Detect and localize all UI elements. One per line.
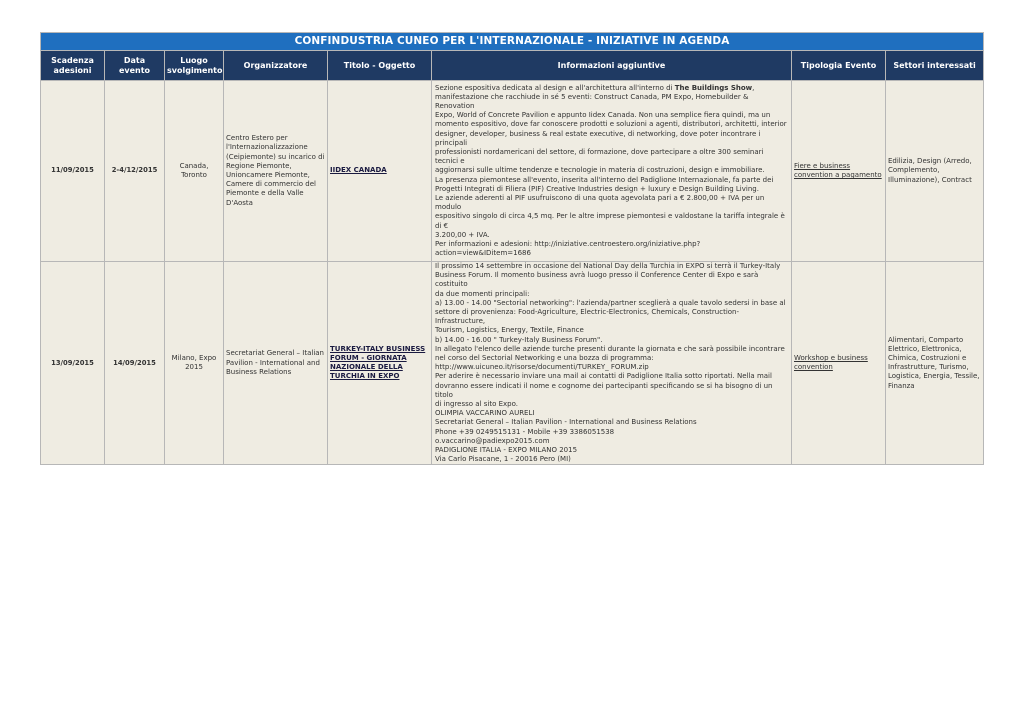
table-row: [41, 81, 984, 262]
info-line: 3.200,00 + IVA.: [435, 230, 490, 239]
info-line: Via Carlo Pisacane, 1 - 20016 Pero (MI): [435, 455, 571, 464]
info-line: Phone +39 0249515131 - Mobile +39 3386051538: [435, 427, 615, 436]
info-line: designer, developer, business & real estate executive, di networking, dove poter incontrare i principali: [435, 129, 761, 147]
informazioni-cell: [432, 262, 792, 465]
titolo-link[interactable]: IIDEX CANADA: [328, 81, 432, 262]
info-line: Secretariat General – Italian Pavilion - International and Business Relations: [435, 418, 697, 427]
titolo-link[interactable]: TURKEY-ITALY BUSINESS FORUM - GIORNATA NAZIONALE DELLA TURCHIA IN EXPO: [328, 262, 432, 465]
luogo-cell: Canada, Toronto: [165, 81, 224, 262]
info-line: manifestazione che racchiude in sé 5 eventi: Construct Canada, PM Expo, Homebuilder & Renovation: [435, 92, 749, 110]
column-header-tipologia: Tipologia Evento: [792, 51, 886, 81]
events-table: [40, 32, 984, 465]
info-line: dovranno essere indicati il nome e cognome dei partecipanti specificando se si ha bisogno di un titolo: [435, 381, 773, 399]
column-header-informazioni: Informazioni aggiuntive: [432, 51, 792, 81]
informazioni-cell: [432, 81, 792, 262]
info-line: nel corso del Sectorial Networking e una bozza di programma:: [435, 354, 654, 363]
info-text: Sezione espositiva dedicata al design e all'architettura all'interno di: [435, 83, 675, 92]
scadenza-cell: 11/09/2015: [41, 81, 105, 262]
luogo-cell: Milano, Expo 2015: [165, 262, 224, 465]
info-line[interactable]: o.vaccarino@padiexpo2015.com: [435, 436, 550, 445]
info-line: In allegato l'elenco delle aziende turche presenti durante la giornata e che sarà possibile incontrare: [435, 344, 785, 353]
info-line: PADIGLIONE ITALIA - EXPO MILANO 2015: [435, 446, 578, 455]
organizzatore-cell: Centro Estero per l'Internazionalizzazione (Ceipiemonte) su incarico di Regione Piemonte, Unioncamere Piemonte, Camere di commercio del Piemonte e della Valle D'Aosta: [224, 81, 328, 262]
settori-cell: Edilizia, Design (Arredo, Complemento, Illuminazione), Contract: [886, 81, 984, 262]
info-line: di ingresso al sito Expo.: [435, 400, 518, 409]
table-title: CONFINDUSTRIA CUNEO PER L'INTERNAZIONALE - INIZIATIVE IN AGENDA: [41, 33, 984, 51]
data-evento-cell: 14/09/2015: [105, 262, 165, 465]
info-line: b) 14.00 - 16.00 " Turkey-Italy Business Forum".: [435, 335, 603, 344]
column-header-luogo: Luogo svolgimento: [165, 51, 224, 81]
info-line: a) 13.00 - 14.00 "Sectorial networking": l'azienda/partner sceglierà a quale tavolo sedersi in base al: [435, 298, 786, 307]
info-line: Il prossimo 14 settembre in occasione del National Day della Turchia in EXPO si terrà il Turkey-Italy: [435, 262, 781, 270]
tipologia-cell[interactable]: [792, 262, 886, 465]
info-line: settore di provenienza: Food-Agriculture, Electric-Electronics, Chemicals, Construction-Infrastructure,: [435, 308, 740, 326]
info-line: da due momenti principali:: [435, 289, 530, 298]
settori-cell: Alimentari, Comparto Elettrico, Elettronica, Chimica, Costruzioni e Infrastrutture, Turismo, Logistica, Energia, Tessile, Finanza: [886, 262, 984, 465]
info-bold-text: The Buildings Show: [674, 83, 753, 92]
column-header-scadenza: Scadenza adesioni: [41, 51, 105, 81]
info-line: espositivo singolo di circa 4,5 mq. Per le altre imprese piemontesi e valdostane la tariffa integrale è di €: [435, 212, 785, 230]
tipologia-link[interactable]: Fiere e business convention a pagamento: [794, 161, 882, 179]
column-header-data-evento: Data evento: [105, 51, 165, 81]
info-line: Expo, World of Concrete Pavilion e appunto Iidex Canada. Non una semplice fiera quindi, ma un: [435, 111, 771, 120]
info-line: aggiornarsi sulle ultime tendenze e tecnologie in materia di costruzioni, design e immobiliare.: [435, 166, 765, 175]
data-evento-cell: 2-4/12/2015: [105, 81, 165, 262]
info-line: Progetti Integrati di Filiera (PIF) Creative Industries design + luxury e Design Building Living.: [435, 184, 759, 193]
info-line: OLIMPIA VACCARINO AURELI: [435, 409, 535, 418]
info-line: La presenza piemontese all'evento, inserita all'interno del Padiglione Internazionale, fa parte dei: [435, 175, 774, 184]
info-line: Le aziende aderenti al PIF usufruiscono di una quota agevolata pari a € 2.800,00 + IVA per un modulo: [435, 194, 765, 212]
column-header-organizzatore: Organizzatore: [224, 51, 328, 81]
tipologia-cell[interactable]: [792, 81, 886, 262]
column-header-titolo: Titolo - Oggetto: [328, 51, 432, 81]
organizzatore-cell: Secretariat General – Italian Pavilion - International and Business Relations: [224, 262, 328, 465]
info-line: Business Forum. Il momento business avrà luogo presso il Conference Center di Expo e sarà costituito: [435, 271, 759, 289]
info-line: Tourism, Logistics, Energy, Textile, Finance: [435, 326, 584, 335]
info-line: [435, 84, 788, 93]
scadenza-cell: 13/09/2015: [41, 262, 105, 465]
table-row: [41, 262, 984, 465]
info-line: Per aderire è necessario inviare una mail ai contatti di Padiglione Italia sotto riportati. Nella mail: [435, 372, 772, 381]
column-header-settori: Settori interessati: [886, 51, 984, 81]
info-line[interactable]: Per informazioni e adesioni: http://iniziative.centroestero.org/iniziative.php?action=view&IDitem=1686: [435, 240, 701, 258]
tipologia-link[interactable]: Workshop e business convention: [794, 354, 868, 372]
info-line: professionisti nordamericani del settore, di formazione, dove partecipare a oltre 300 seminari tecnici e: [435, 147, 764, 166]
info-text: ,: [752, 83, 755, 92]
info-line[interactable]: http://www.uicuneo.it/risorse/documenti/TURKEY_ FORUM.zip: [435, 363, 649, 372]
info-line: momento espositivo, dove far conoscere prodotti e soluzioni a agenti, distributori, architetti, interior: [435, 120, 787, 129]
